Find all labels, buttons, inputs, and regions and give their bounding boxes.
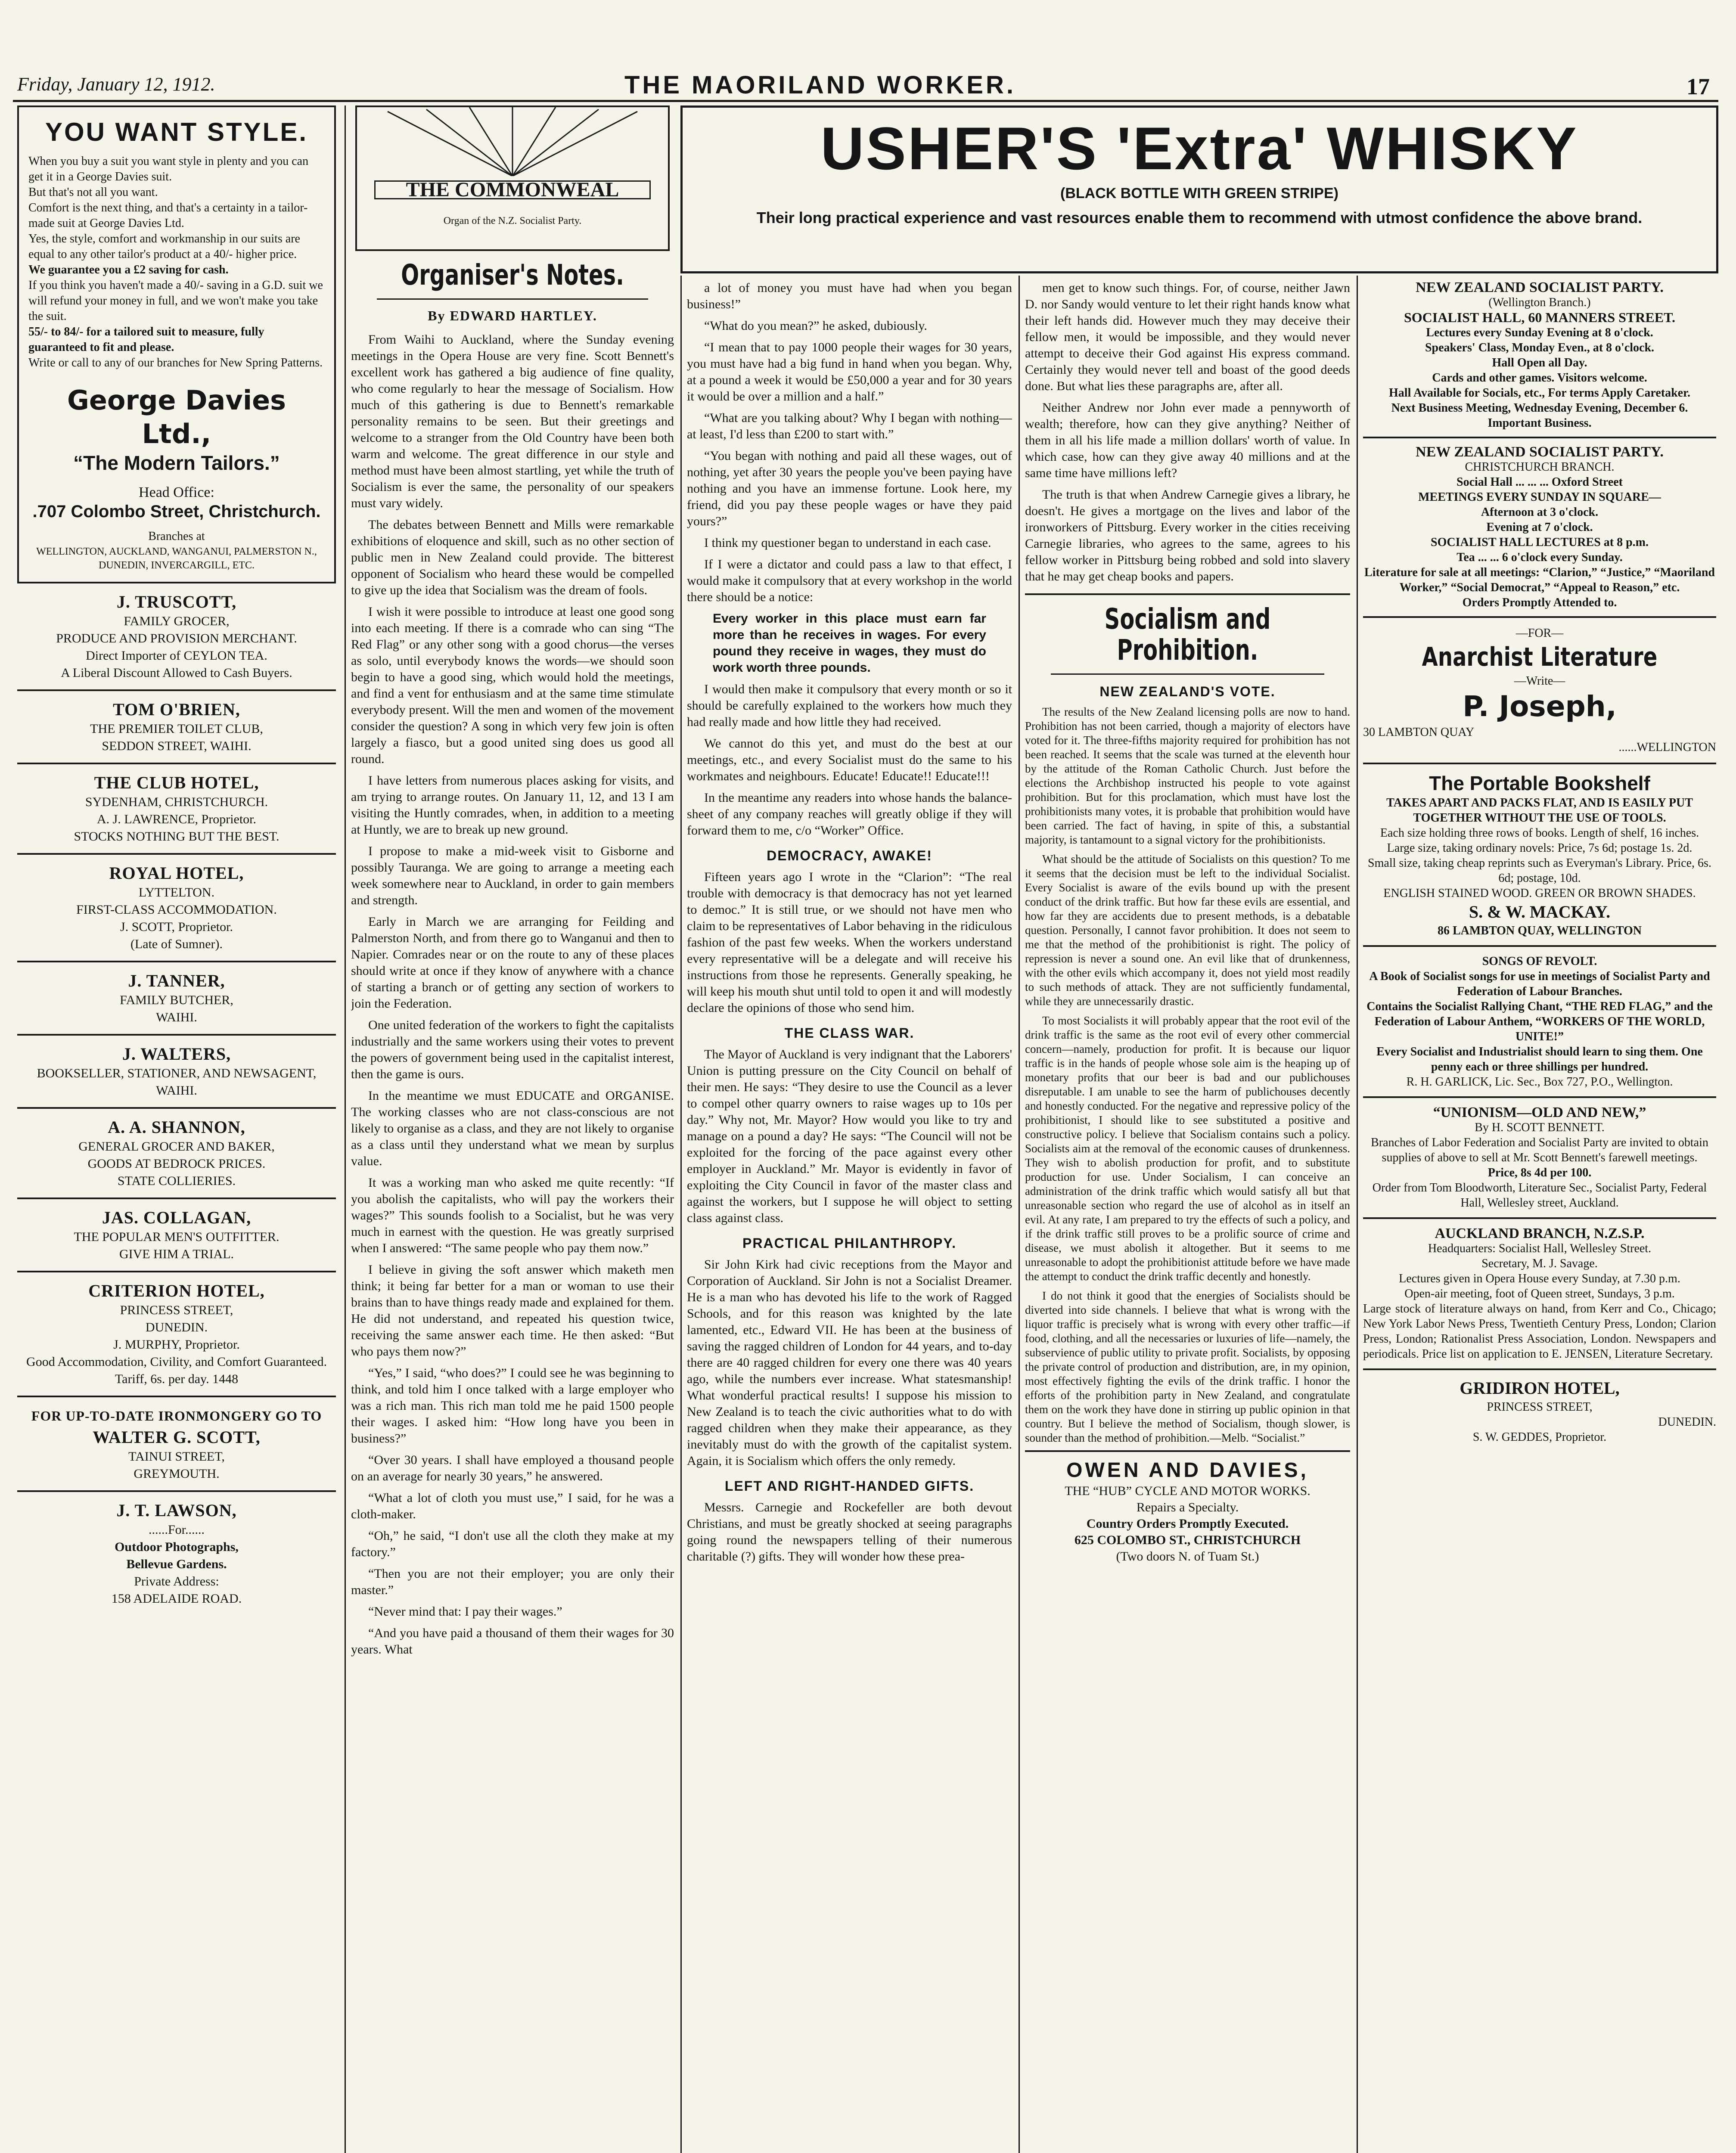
usher-whisky-ad xyxy=(680,105,1718,273)
ad-shannon xyxy=(17,1109,336,1199)
ad-title: THE CLUB HOTEL, xyxy=(94,773,259,792)
ad-criterion-hotel xyxy=(17,1272,336,1397)
ad-line: Each size holding three rows of books. Length of shelf, 16 inches. xyxy=(1380,826,1699,840)
article-paragraph: men get to know such things. For, of course, neither Jawn D. nor Sandy would venture to let their right hands know what their left hands did. However much they may deceive their fellow men, it would be impossible, and they would never attempt to deceive their God against His express command. Certainly they would never tell and boast of the good deeds done. But what lies these paragraphs are, after all. xyxy=(1025,281,1350,393)
ad-line: BOOKSELLER, STATIONER, AND NEWSAGENT, xyxy=(37,1066,317,1080)
ad-line: PRINCESS STREET, xyxy=(1487,1400,1593,1414)
davies-line: Yes, the style, comfort and workmanship in our suits are equal to any other tailor's product at a 40/- higher price. xyxy=(28,232,300,261)
article-paragraph: We cannot do this yet, and must do the best at our meetings, etc., and every Socialist must do the same to his workmates and neighbours. Educate! Educate!! Educate!!! xyxy=(687,736,1012,783)
ad-line: Orders Promptly Attended to. xyxy=(1462,596,1617,609)
ad-line: 158 ADELAIDE ROAD. xyxy=(111,1591,242,1606)
article-paragraph: If I were a dictator and could pass a law to that effect, I would make it compulsory that at every workshop in the world there should be a notice: xyxy=(687,557,1012,604)
nzsp-wellington-ad xyxy=(1363,280,1716,438)
ad-name: P. Joseph, xyxy=(1463,690,1617,723)
ad-line: TAKES APART AND PACKS FLAT, AND IS EASILY PUT TOGETHER WITHOUT THE USE OF TOOLS. xyxy=(1386,796,1693,825)
divider xyxy=(1025,593,1350,595)
article-paragraph: One united federation of the workers to fight the capitalists industrially and the same workers using their votes to prevent the powers of government being used in the capitalist interest, then the game is ours. xyxy=(351,1018,674,1081)
commonweal-subtitle: Organ of the N.Z. Socialist Party. xyxy=(443,215,582,226)
davies-line: If you think you haven't made a 40/- saving in a G.D. suit we will refund your money in full, and we won't make you take the suit. xyxy=(28,279,323,323)
article-heading: Organiser's Notes. xyxy=(401,258,624,292)
owen-line: THE “HUB” CYCLE AND MOTOR WORKS. xyxy=(1065,1484,1311,1498)
ad-title: J. TANNER, xyxy=(128,971,225,990)
ad-line: PRODUCE AND PROVISION MERCHANT. xyxy=(56,631,297,645)
ad-walter-scott xyxy=(17,1397,336,1492)
ad-line: Hall Open all Day. xyxy=(1492,356,1587,369)
ad-line: Open-air meeting, foot of Queen street, Sundays, 3 p.m. xyxy=(1404,1287,1675,1300)
article-paragraph: “Over 30 years. I shall have employed a thousand people on an average for nearly 30 years,” he answered. xyxy=(351,1453,674,1483)
article-paragraph: I would then make it compulsory that every month or so it should be carefully explained to the workers how much they had really made and how little they had received. xyxy=(687,682,1012,729)
ad-title: JAS. COLLAGAN, xyxy=(102,1208,252,1227)
ad-line: Next Business Meeting, Wednesday Evening, December 6. Important Business. xyxy=(1391,401,1688,430)
ad-title: NEW ZEALAND SOCIALIST PARTY. xyxy=(1416,444,1664,460)
article-heading: Socialism and Prohibition. xyxy=(1104,602,1271,667)
ad-line: MEETINGS EVERY SUNDAY IN SQUARE— xyxy=(1418,490,1661,504)
masthead xyxy=(13,73,1718,99)
ad-line: THE POPULAR MEN'S OUTFITTER. xyxy=(74,1230,279,1244)
ad-line: STOCKS NOTHING BUT THE BEST. xyxy=(74,829,279,844)
article-paragraph: I do not think it good that the energies of Socialists should be diverted into side channels. I believe that what is wrong with the liquor traffic is precisely what is wrong with every other traffic—if food, clothing, and all the necessaries or luxuries of life—namely, the subservience of public utility to private profit. Socialists, by opposing the private control of production and distribution, are, in my opinion, most effectively fighting the evils of the drink traffic. I honor the efforts of the prohibition party in New Zealand, and congratulate them on the work they have done in stirring up public opinion in that country. But I believe the method of Socialism, though slower, is sounder than the method of prohibition.—Melb. “Socialist.” xyxy=(1025,1289,1350,1444)
ad-line: DUNEDIN. xyxy=(145,1320,208,1334)
ad-line: Bellevue Gardens. xyxy=(126,1557,227,1571)
ad-line: WALTER G. SCOTT, xyxy=(93,1427,261,1447)
section-heading: THE CLASS WAR. xyxy=(784,1025,915,1041)
article-paragraph: In the meantime any readers into whose hands the balance-sheet of any company reaches will greatly oblige if they will forward them to me, c/o “Worker” Office. xyxy=(687,791,1012,838)
bookshelf-ad xyxy=(1363,764,1716,947)
ad-line: J. SCOTT, Proprietor. xyxy=(120,920,233,934)
column-rule xyxy=(345,105,346,2153)
head-office-address: .707 Colombo Street, Christchurch. xyxy=(32,502,321,521)
section-heading: PRACTICAL PHILANTHROPY. xyxy=(742,1235,957,1251)
article-paragraph: From Waihi to Auckland, where the Sunday evening meetings in the Opera House are very fine. Scott Bennett's excellent work has gathered a big audience of fine quality, who come regularly to hear the message of Socialism. How much of this gathering is due to Bennett's remarkable personality remains to be seen. But their greetings and welcome to a stranger from the Old Country have been both warm and welcome. The great difference in our style and method must have been almost startling, yet while the truth of Socialism is ever the same, the personality of our speakers must vary widely. xyxy=(351,332,674,510)
article-paragraph: Early in March we are arranging for Feilding and Palmerston North, and from there go to Wanganui and then to Napier. Comrades near or on the route to any of these places should write at once if they know of anywhere with a chance of starting a branch or of getting any section of workers to join the Federation. xyxy=(351,915,674,1011)
article-paragraph: “I mean that to pay 1000 people their wages for 30 years, you must have had a big fund in hand when you began. Why, at a pound a week it would be £50,000 a year and for 30 years it would be over a million and a half.” xyxy=(687,340,1012,403)
ad-line: SYDENHAM, CHRISTCHURCH. xyxy=(85,795,268,809)
article-paragraph: “What are you talking about? Why I began with nothing—at least, I'd less than £200 to start with.” xyxy=(687,411,1012,441)
ad-title: NEW ZEALAND SOCIALIST PARTY. xyxy=(1416,280,1664,295)
ad-line: Lectures every Sunday Evening at 8 o'clock. xyxy=(1426,326,1653,339)
article-paragraph: “What do you mean?” he asked, dubiously. xyxy=(704,319,927,333)
divider xyxy=(1051,673,1324,675)
ad-collagan xyxy=(17,1199,336,1272)
ad-line: Private Address: xyxy=(134,1574,219,1588)
davies-line: Comfort is the next thing, and that's a certainty in a tailor-made suit at George Davies Ltd. xyxy=(28,201,308,230)
article-paragraph: “Never mind that: I pay their wages.” xyxy=(368,1604,562,1619)
ad-line: A. J. LAWRENCE, Proprietor. xyxy=(96,812,257,826)
ad-line: TAINUI STREET, xyxy=(128,1449,225,1464)
auckland-branch-ad xyxy=(1363,1219,1716,1370)
ad-line: S. W. GEDDES, Proprietor. xyxy=(1472,1430,1607,1444)
anarchist-literature-ad xyxy=(1363,618,1716,764)
ad-line: LYTTELTON. xyxy=(138,885,215,900)
ad-line: FIRST-CLASS ACCOMMODATION. xyxy=(76,903,277,917)
ad-line: Good Accommodation, Civility, and Comfort Guaranteed. xyxy=(26,1355,327,1369)
davies-line: But that's not all you want. xyxy=(28,186,158,199)
ad-line: Large stock of literature always on hand, from Kerr and Co., Chicago; New York Labor News Press, Twentieth Century Press, London; Clarion Press, London; Rationalist Press Association, London. Newspapers and periodicals. Price list on application to E. JENSEN, Literature Secretary. xyxy=(1363,1302,1716,1361)
ad-line: Tea ... ... 6 o'clock every Sunday. xyxy=(1457,551,1623,564)
nzsp-christchurch-ad xyxy=(1363,438,1716,618)
ad-tanner xyxy=(17,962,336,1036)
ad-line: By H. SCOTT BENNETT. xyxy=(1475,1121,1605,1134)
workshop-notice: Every worker in this place must earn far more than he receives in wages. For every pound they receive in wages, they must do work worth three pounds. xyxy=(713,611,986,675)
ad-line: Order from Tom Bloodworth, Literature Sec., Socialist Party, Federal Hall, Wellesley street, Auckland. xyxy=(1372,1181,1707,1210)
ad-line: SEDDON STREET, WAIHI. xyxy=(102,739,252,753)
newspaper-title: THE MAORILAND WORKER. xyxy=(624,71,1016,99)
ad-title: J. TRUSCOTT, xyxy=(116,592,237,611)
ad-line: A Book of Socialist songs for use in meetings of Socialist Party and Federation of Labour Branches. xyxy=(1369,970,1710,998)
davies-firm: George Davies Ltd., xyxy=(67,385,286,450)
gridiron-hotel-ad xyxy=(1363,1370,1716,1452)
article-paragraph: “And you have paid a thousand of them their wages for 30 years. What xyxy=(351,1626,674,1657)
head-office-label: Head Office: xyxy=(139,484,214,500)
ad-line: Afternoon at 3 o'clock. xyxy=(1481,506,1599,519)
article-paragraph: a lot of money you must have had when you began business!” xyxy=(687,281,1012,311)
commonweal-title: THE COMMONWEAL xyxy=(374,180,651,199)
ad-line: Secretary, M. J. Savage. xyxy=(1481,1257,1598,1270)
column-2 xyxy=(351,105,674,2153)
branches-label: Branches at xyxy=(148,530,205,543)
ad-line: GIVE HIM A TRIAL. xyxy=(119,1247,234,1261)
article-paragraph: “What a lot of cloth you must use,” I said, for he was a cloth-maker. xyxy=(351,1491,674,1521)
ad-line: 30 LAMBTON QUAY xyxy=(1363,726,1475,739)
ad-title: J. T. LAWSON, xyxy=(116,1501,237,1520)
commonweal-logo xyxy=(355,105,670,251)
ad-line: ENGLISH STAINED WOOD. GREEN OR BROWN SHADES. xyxy=(1383,887,1696,900)
ad-line: —Write— xyxy=(1514,674,1565,688)
article-byline: By EDWARD HARTLEY. xyxy=(428,308,597,323)
ad-line: Cards and other games. Visitors welcome. xyxy=(1432,371,1647,385)
ad-title: CRITERION HOTEL, xyxy=(88,1281,265,1300)
column-3 xyxy=(687,280,1012,2153)
section-heading: NEW ZEALAND'S VOTE. xyxy=(1099,684,1276,699)
ad-line: Direct Importer of CEYLON TEA. xyxy=(86,648,267,663)
article-paragraph: Sir John Kirk had civic receptions from the Mayor and Corporation of Auckland. Sir John is not a Socialist Dreamer. He is a man who has devoted his life to the work of Ragged Schools, and for this reason was knighted by the late lamented, etc., Edward VII. He has been at the business of saving the ragged children of London for 44 years, and to-day there are 40 ragged children for every one there was 40 years ago, while the numbers ever increase. What statesmanship! What wonderful practical results! I suppose his mission to New Zealand is to teach the civic authorities what to do with ragged children when they make their appearance, as they inevitably must do with the growth of the capitalist system. Again, it is Socialism which offers the only remedy. xyxy=(687,1257,1012,1468)
ad-line: SOCIALIST HALL LECTURES at 8 p.m. xyxy=(1431,536,1649,549)
ad-walters xyxy=(17,1036,336,1109)
section-heading: DEMOCRACY, AWAKE! xyxy=(767,848,932,863)
ad-line: Literature for sale at all meetings: “Clarion,” “Justice,” “Maoriland Worker,” “Social Democrat,” “Appeal to Reason,” etc. xyxy=(1364,566,1715,594)
ad-line: (Wellington Branch.) xyxy=(1488,296,1591,309)
owen-line: 625 COLOMBO ST., CHRISTCHURCH xyxy=(1074,1533,1301,1547)
ad-line: Lectures given in Opera House every Sunday, at 7.30 p.m. xyxy=(1399,1272,1680,1285)
article-paragraph: The results of the New Zealand licensing polls are now to hand. Prohibition has not been carried, though a majority of electors have voted for it. The three-fifths majority required for prohibition has not been reached. It seems that the scale was turned at the eleventh hour by the attitude of the Roman Catholic Church. Just before the elections the Archbishop instructed his people to vote against prohibition. But for this proclamation, which must have lost the prohibitionists many votes, it is probable that prohibition would have been carried. The fact of having, in spite of this, a substantial majority, is tantamount to a signal victory for the prohibitionists. xyxy=(1025,705,1350,846)
article-paragraph: I wish it were possible to introduce at least one good song into each meeting. If there is a comrade who can sing “The Red Flag” or any other song with a good chorus—the verses as solo, until everybody knows the words—we should soon begin to have a good sing, which would hold the meetings, and find a vent for enthusiasm and at the same time stimulate everybody present. Will the men and women of the movement consider the question? A song in which very few join is often largely a fiasco, but a good united sing does us good all round. xyxy=(351,605,674,766)
usher-title: USHER'S 'Extra' WHISKY xyxy=(820,115,1578,182)
column-rule xyxy=(1357,276,1358,2153)
ad-line: Tariff, 6s. per day. 1448 xyxy=(115,1372,239,1386)
ad-line: WAIHI. xyxy=(156,1010,197,1024)
article-paragraph: I think my questioner began to understand in each case. xyxy=(704,536,991,550)
ad-royal-hotel xyxy=(17,855,336,962)
column-4 xyxy=(1025,280,1350,2153)
owen-line: Repairs a Specialty. xyxy=(1136,1500,1239,1514)
sunburst-icon xyxy=(357,107,668,176)
ad-line: Every Socialist and Industrialist should learn to sing them. One penny each or three shillings per hundred. xyxy=(1376,1045,1703,1073)
ad-line: STATE COLLIERIES. xyxy=(117,1174,236,1188)
ad-line: ......WELLINGTON xyxy=(1618,741,1716,754)
ad-title: SONGS OF REVOLT. xyxy=(1482,955,1597,968)
owen-line: (Two doors N. of Tuam St.) xyxy=(1116,1549,1259,1564)
ad-line: Social Hall ... ... ... Oxford Street xyxy=(1457,475,1623,489)
usher-subtitle: (BLACK BOTTLE WITH GREEN STRIPE) xyxy=(1060,185,1338,202)
davies-line: 55/- to 84/- for a tailored suit to measure, fully guaranteed to fit and please. xyxy=(28,325,264,354)
style-heading: YOU WANT STYLE. xyxy=(45,118,308,146)
davies-line: We guarantee you a £2 saving for cash. xyxy=(28,263,229,276)
article-paragraph: I have letters from numerous places asking for visits, and am trying to arrange routes. On January 11, 12, and 13 I am visiting the Huntly comrades, when, in addition to a meeting at Huntly, we are to break up new ground. xyxy=(351,773,674,837)
article-paragraph: I propose to make a mid-week visit to Gisborne and possibly Tauranga. We are going to arrange a meeting each week somewhere near to Auckland, in order to gain members and strength. xyxy=(351,844,674,907)
article-paragraph: “You began with nothing and paid all these wages, out of nothing, yet after 30 years the people you've been paying have nothing and you have an immense fortune. Look here, my friend, did you pay these people wages or have they paid yours?” xyxy=(687,449,1012,528)
column-rule xyxy=(1019,276,1020,2153)
ad-title: AUCKLAND BRANCH, N.Z.S.P. xyxy=(1435,1225,1645,1241)
article-paragraph: The debates between Bennett and Mills were remarkable exhibitions of eloquence and skill, such as no other section of public men in New Zealand could provide. The bitterest opponent of Socialism who heard these would be compelled to give up the idea that Socialism was the dream of fools. xyxy=(351,518,674,597)
ad-line: A Liberal Discount Allowed to Cash Buyers. xyxy=(61,666,292,680)
masthead-rule xyxy=(13,100,1718,102)
ad-line: J. MURPHY, Proprietor. xyxy=(113,1337,240,1352)
issue-date: Friday, January 12, 1912. xyxy=(17,74,215,95)
article-paragraph: The truth is that when Andrew Carnegie gives a library, he doesn't. He gives a mortgage on the lives and labor of the ironworkers of Pittsburg. Every worker in the cities receiving Carnegie libraries, who agrees to the same, agrees to his fellow worker in Pittsburg being robbed and sold into slavery that he may get cheap books and papers. xyxy=(1025,487,1350,583)
ad-line: 86 LAMBTON QUAY, WELLINGTON xyxy=(1437,924,1642,937)
article-paragraph: “Oh,” he said, “I don't use all the cloth they make at my factory.” xyxy=(351,1529,674,1559)
ad-line: Branches of Labor Federation and Socialist Party are invited to obtain supplies of above to sell at Mr. Scott Bennett's farewell meetings. xyxy=(1371,1136,1708,1164)
ad-title: ROYAL HOTEL, xyxy=(109,863,244,883)
article-paragraph: What should be the attitude of Socialists on this question? To me it seems that the decision must be left to the individual Socialist. Every Socialist is aware of the evils bound up with the present conduct of the drink traffic. But how far these evils are essential, and how far they are accidents due to present methods, is a debatable question. Personally, I cannot favor prohibition. It does not seem to me that the method of the prohibitionist is right. The policy of repression is never a sound one. An evil like that of drunkenness, with the other evils which accompany it, does not yield most readily to such methods of attack. They are not sufficiently fundamental, while they are unnecessarily drastic. xyxy=(1025,853,1350,1008)
ad-line: Outdoor Photographs, xyxy=(115,1540,239,1554)
article-paragraph: Messrs. Carnegie and Rockefeller are both devout Christians, and must be greatly shocked at seeing paragraphs going round the newspapers telling of their numerous charitable (?) gifts. They will wonder how these prea- xyxy=(687,1500,1012,1564)
ad-line: DUNEDIN. xyxy=(1658,1415,1716,1429)
owen-title: OWEN AND DAVIES, xyxy=(1066,1459,1309,1482)
article-paragraph: To most Socialists it will probably appear that the root evil of the drink traffic is the same as the root evil of every other commercial concern—namely, production for profit. It is because our liquor traffic is in the hands of people whose sole aim is the heaping up of monetary profits that our beer is bad and our publichouses disreputable. I am unable to see the harm of publichouses decently and honestly conducted. For the negative and repressive policy of the prohibitionist, I should like to see substituted a positive and constructive policy. I believe that Socialism contains such a policy. Socialists aim at the removal of the economic causes of drunkenness. They wish to abolish production for profit, and to substitute production for use. Under Socialism, I can conceive an administration of the drink traffic which would satisfy all but that unreasonable section who regard the use of alcohol as in itself an evil. At any rate, I am prepared to try the effects of such a policy, and if the drink traffic still proves to be a prolific source of crime and disease, we must abolish it altogether. But it seems to me unreasonable to adopt the prohibitionist attitude before we have made the attempt to conduct the drink traffic decently and honestly. xyxy=(1025,1014,1350,1283)
section-heading: LEFT AND RIGHT-HANDED GIFTS. xyxy=(724,1478,975,1494)
ad-line: R. H. GARLICK, Lic. Sec., Box 727, P.O., Wellington. xyxy=(1406,1075,1673,1089)
ad-firm: S. & W. MACKAY. xyxy=(1469,902,1611,921)
ad-title: A. A. SHANNON, xyxy=(108,1117,245,1137)
ad-club-hotel xyxy=(17,764,336,855)
ad-line: (Late of Sumner). xyxy=(130,937,223,951)
ad-line: CHRISTCHURCH BRANCH. xyxy=(1465,460,1615,474)
ad-line: THE PREMIER TOILET CLUB, xyxy=(90,722,263,736)
ad-line: PRINCESS STREET, xyxy=(120,1303,233,1317)
ad-line: GENERAL GROCER AND BAKER, xyxy=(78,1139,275,1154)
article-paragraph: Fifteen years ago I wrote in the “Clarion”: “The real trouble with democracy is that democracy has not yet learned to democ.” It is still true, or we should not have men who claim to be representatives of Labor behaving in the ridiculous fashion of the past few weeks. When the workers understand every representative will be a delegate and will receive his instructions from those he represents. Generally speaking, he will keep his mouth shut until told to open it and will modestly declare the opinions of those who send him. xyxy=(687,870,1012,1015)
page-number: 17 xyxy=(1686,74,1710,99)
ad-line: Price, 8s 4d per 100. xyxy=(1488,1166,1592,1179)
ad-title: The Portable Bookshelf xyxy=(1429,772,1650,794)
davies-firm-sub: “The Modern Tailors.” xyxy=(73,452,280,474)
usher-tagline: Their long practical experience and vast resources enable them to recommend with utmost confidence the above brand. xyxy=(756,209,1643,226)
branches-list: WELLINGTON, AUCKLAND, WANGANUI, PALMERSTON N., DUNEDIN, INVERCARGILL, ETC. xyxy=(36,546,317,571)
unionism-ad xyxy=(1363,1098,1716,1219)
ad-lawson xyxy=(17,1492,336,1615)
article-paragraph: The Mayor of Auckland is very indignant that the Laborers' Union is putting pressure on the City Council on behalf of their men. He says: “They desire to use the Council as a lever to compel other quarry owners to raise wages up to 10s per day.” Why not, Mr. Mayor? How would you like to try and manage on a pound a day? He says: “The Council will not be exploited for the forcing of the pace against every other employer in Auckland.” Mr. Mayor is evidently in favor of exploiting the City Council in favor of the master class and against the workers, but I suppose he will object to setting class against class. xyxy=(687,1047,1012,1225)
george-davies-ad xyxy=(17,105,336,583)
ad-line: Large size, taking ordinary novels: Price, 7s 6d; postage 1s. 2d. xyxy=(1387,841,1693,855)
article-paragraph: I believe in giving the soft answer which maketh men think; it being far better for a man or woman to use their brains than to have things ready made and explained for them. He did not understand, and repeated his question twice, receiving the same answer each time. He then asked: “But who pays them now?” xyxy=(351,1263,674,1359)
column-rule xyxy=(680,276,682,2153)
owen-line: Country Orders Promptly Executed. xyxy=(1086,1517,1289,1531)
ad-line: FAMILY BUTCHER, xyxy=(120,993,233,1007)
davies-line: Write or call to any of our branches for New Spring Patterns. xyxy=(28,356,323,369)
ad-line: GREYMOUTH. xyxy=(134,1467,220,1481)
ad-title: “UNIONISM—OLD AND NEW,” xyxy=(1433,1104,1646,1120)
ad-line: SOCIALIST HALL, 60 MANNERS STREET. xyxy=(1404,310,1676,325)
davies-copy xyxy=(28,154,325,371)
songs-of-revolt-ad xyxy=(1363,947,1716,1098)
ad-line: Small size, taking cheap reprints such as Everyman's Library. Price, 6s. 6d; postage, 10d. xyxy=(1368,856,1711,885)
ad-title: J. WALTERS, xyxy=(122,1044,231,1064)
ad-line: FAMILY GROCER, xyxy=(124,614,230,628)
ad-obrien xyxy=(17,691,336,764)
column-1 xyxy=(17,105,336,2153)
ad-line: Evening at 7 o'clock. xyxy=(1486,521,1593,534)
ad-truscott xyxy=(17,583,336,691)
ad-line: WAIHI. xyxy=(156,1083,197,1098)
column-5 xyxy=(1363,280,1716,2153)
ad-title: FOR UP-TO-DATE IRONMONGERY GO TO xyxy=(31,1408,322,1424)
ad-line: —FOR— xyxy=(1516,627,1564,640)
owen-davies-ad xyxy=(1025,1450,1350,1565)
ad-line: Speakers' Class, Monday Even., at 8 o'clock. xyxy=(1425,341,1655,354)
ad-line: Headquarters: Socialist Hall, Wellesley Street. xyxy=(1428,1242,1652,1255)
ad-line: Hall Available for Socials, etc., For terms Apply Caretaker. xyxy=(1389,386,1690,400)
ad-title: Anarchist Literature xyxy=(1422,642,1658,672)
ad-line: Contains the Socialist Rallying Chant, “THE RED FLAG,” and the Federation of Labour Anthem, “WORKERS OF THE WORLD, UNITE!” xyxy=(1366,1000,1713,1043)
article-paragraph: Neither Andrew nor John ever made a pennyworth of wealth; therefore, how can they give anything? Neither of them in all his life made a million dollars' worth of value. In which case, how can they give away 40 millions and at the same time have millions left? xyxy=(1025,400,1350,480)
article-paragraph: “Then you are not their employer; you are only their master.” xyxy=(351,1567,674,1597)
article-paragraph: In the meantime we must EDUCATE and ORGANISE. The working classes who are not class-conscious are not likely to organise as a class, and they are not likely to organise as a class until they understand what we mean by surplus value. xyxy=(351,1089,674,1168)
davies-line: When you buy a suit you want style in plenty and you can get it in a George Davies suit. xyxy=(28,155,309,183)
ad-title: GRIDIRON HOTEL, xyxy=(1460,1378,1620,1398)
article-paragraph: “Yes,” I said, “who does?” I could see he was beginning to think, and told him I once talked with a large employer who was a rich man. This rich man told me he paid 1500 people their wages. I asked him: “How long have you been in business?” xyxy=(351,1366,674,1446)
divider xyxy=(377,298,648,300)
ad-title: TOM O'BRIEN, xyxy=(113,700,240,719)
ad-line: ......For...... xyxy=(148,1523,205,1537)
ad-line: GOODS AT BEDROCK PRICES. xyxy=(87,1157,266,1171)
article-paragraph: It was a working man who asked me quite recently: “If you abolish the capitalists, who will pay the workers their wages?” This sounds foolish to a Socialist, but he was very much in earnest with the question. He was greatly surprised when I answered: “The same people who pay them now.” xyxy=(351,1176,674,1255)
